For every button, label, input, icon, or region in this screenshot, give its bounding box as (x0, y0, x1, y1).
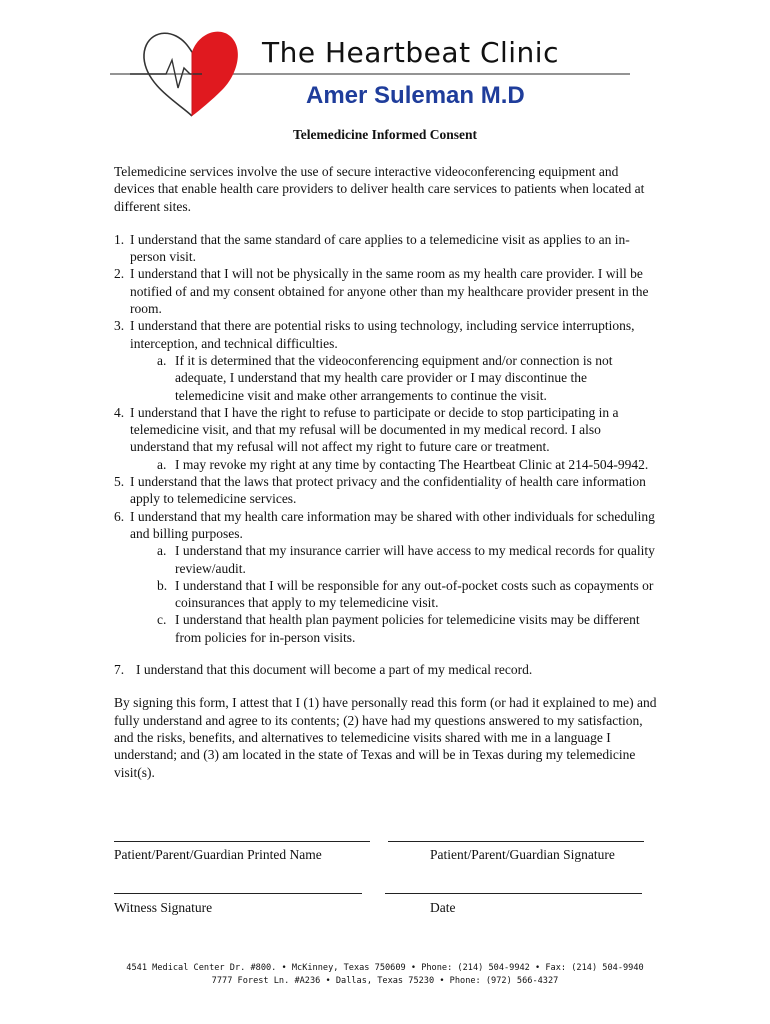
item-number: 6. (114, 508, 125, 524)
document-title: Telemedicine Informed Consent (293, 127, 477, 142)
list-item (114, 265, 659, 317)
sub-item-letter: a. (157, 456, 167, 472)
sub-list-item (157, 542, 659, 577)
signature-label: Patient/Parent/Guardian Signature (430, 847, 615, 862)
sub-item-text: I understand that I will be responsible for any out-of-pocket costs such as copayments or coinsurances that apply to my telemedicine visit. (175, 577, 654, 611)
item-number: 5. (114, 474, 125, 490)
sub-item-text: If it is determined that the videoconferencing equipment and/or connection is not adequate, I understand that my health care provider or I may discontinue the telemedicine visit and make other arrangements to continue the visit. (175, 352, 613, 403)
sub-list-item (157, 611, 659, 646)
date-line[interactable] (385, 893, 642, 894)
item-text: I understand that the same standard of care applies to a telemedicine visit as applies to an in-person visit. (130, 231, 630, 265)
date-label: Date (430, 900, 456, 915)
item-text: I understand that this document will become a part of my medical record. (136, 662, 533, 678)
list-item (114, 317, 659, 403)
item-text: I understand that there are potential risks to using technology, including service interruptions, interception, and technical difficulties. (130, 318, 635, 351)
item-number: 1. (114, 231, 125, 247)
witness-label: Witness Signature (114, 900, 213, 915)
doctor-name: Amer Suleman M.D (306, 82, 525, 109)
footer-address-1: 4541 Medical Center Dr. #800. • McKinney, Texas 750609 • Phone: (214) 504-9942 • Fax: (214) 504-9940 (126, 963, 644, 973)
sub-list-item (157, 352, 659, 404)
printed-name-line[interactable] (114, 841, 370, 842)
signature-line[interactable] (388, 841, 644, 842)
list-item (114, 404, 659, 473)
sub-list-item (157, 456, 659, 473)
printed-name-label: Patient/Parent/Guardian Printed Name (114, 847, 322, 862)
list-item (114, 508, 659, 646)
footer-address-2: 7777 Forest Ln. #A236 • Dallas, Texas 75230 • Phone: (972) 566-4327 (211, 976, 559, 986)
sub-list (130, 456, 659, 473)
sub-item-text: I may revoke my right at any time by contacting The Heartbeat Clinic at 214-504-9942. (175, 456, 649, 472)
sub-item-letter: b. (157, 577, 168, 593)
witness-signature-line[interactable] (114, 893, 362, 894)
attestation-paragraph: By signing this form, I attest that I (1) have personally read this form (or had it explained to me) and fully understand and agree to its contents; (2) have had my questions answered to my satisfaction, and the risks, benefits, and alternatives to telemedicine visits shared with me in a language I understand; and (3) am located in the state of Texas and will be in Texas during my telemedicine visit(s). (114, 695, 657, 780)
item-text: I understand that the laws that protect privacy and the confidentiality of health care information apply to telemedicine services. (130, 474, 646, 507)
clinic-name: The Heartbeat Clinic (262, 36, 559, 69)
item-number: 7. (114, 662, 125, 678)
item-number: 3. (114, 318, 125, 334)
sub-item-letter: a. (157, 352, 167, 368)
item-number: 2. (114, 266, 125, 282)
list-item (114, 231, 659, 266)
consent-body (114, 163, 659, 781)
item-text: I understand that my health care information may be shared with other individuals for scheduling and billing purposes. (130, 508, 655, 541)
list-item (114, 473, 659, 508)
sub-list (130, 542, 659, 646)
list-item-7 (114, 661, 659, 678)
sub-item-text: I understand that my insurance carrier will have access to my medical records for quality review/audit. (175, 543, 655, 576)
sub-item-letter: c. (157, 612, 167, 628)
item-text: I understand that I will not be physically in the same room as my health care provider. I will be notified of and my consent obtained for anyone other than my healthcare provider present in the room. (130, 266, 649, 317)
consent-list (114, 231, 659, 646)
intro-paragraph: Telemedicine services involve the use of secure interactive videoconferencing equipment and devices that enable health care providers to deliver health care services to patients when located at different sites. (114, 164, 645, 214)
sub-item-letter: a. (157, 543, 167, 559)
sub-list (130, 352, 659, 404)
sub-list-item (157, 577, 659, 612)
sub-item-text: I understand that health plan payment policies for telemedicine visits may be different from policies for in-person visits. (175, 612, 640, 645)
item-text: I understand that I have the right to refuse to participate or decide to stop participating in a telemedicine visit, and that my refusal will be documented in my medical record. I also understand that my refusal will not affect my right to future care or treatment. (130, 404, 619, 455)
item-number: 4. (114, 404, 125, 420)
